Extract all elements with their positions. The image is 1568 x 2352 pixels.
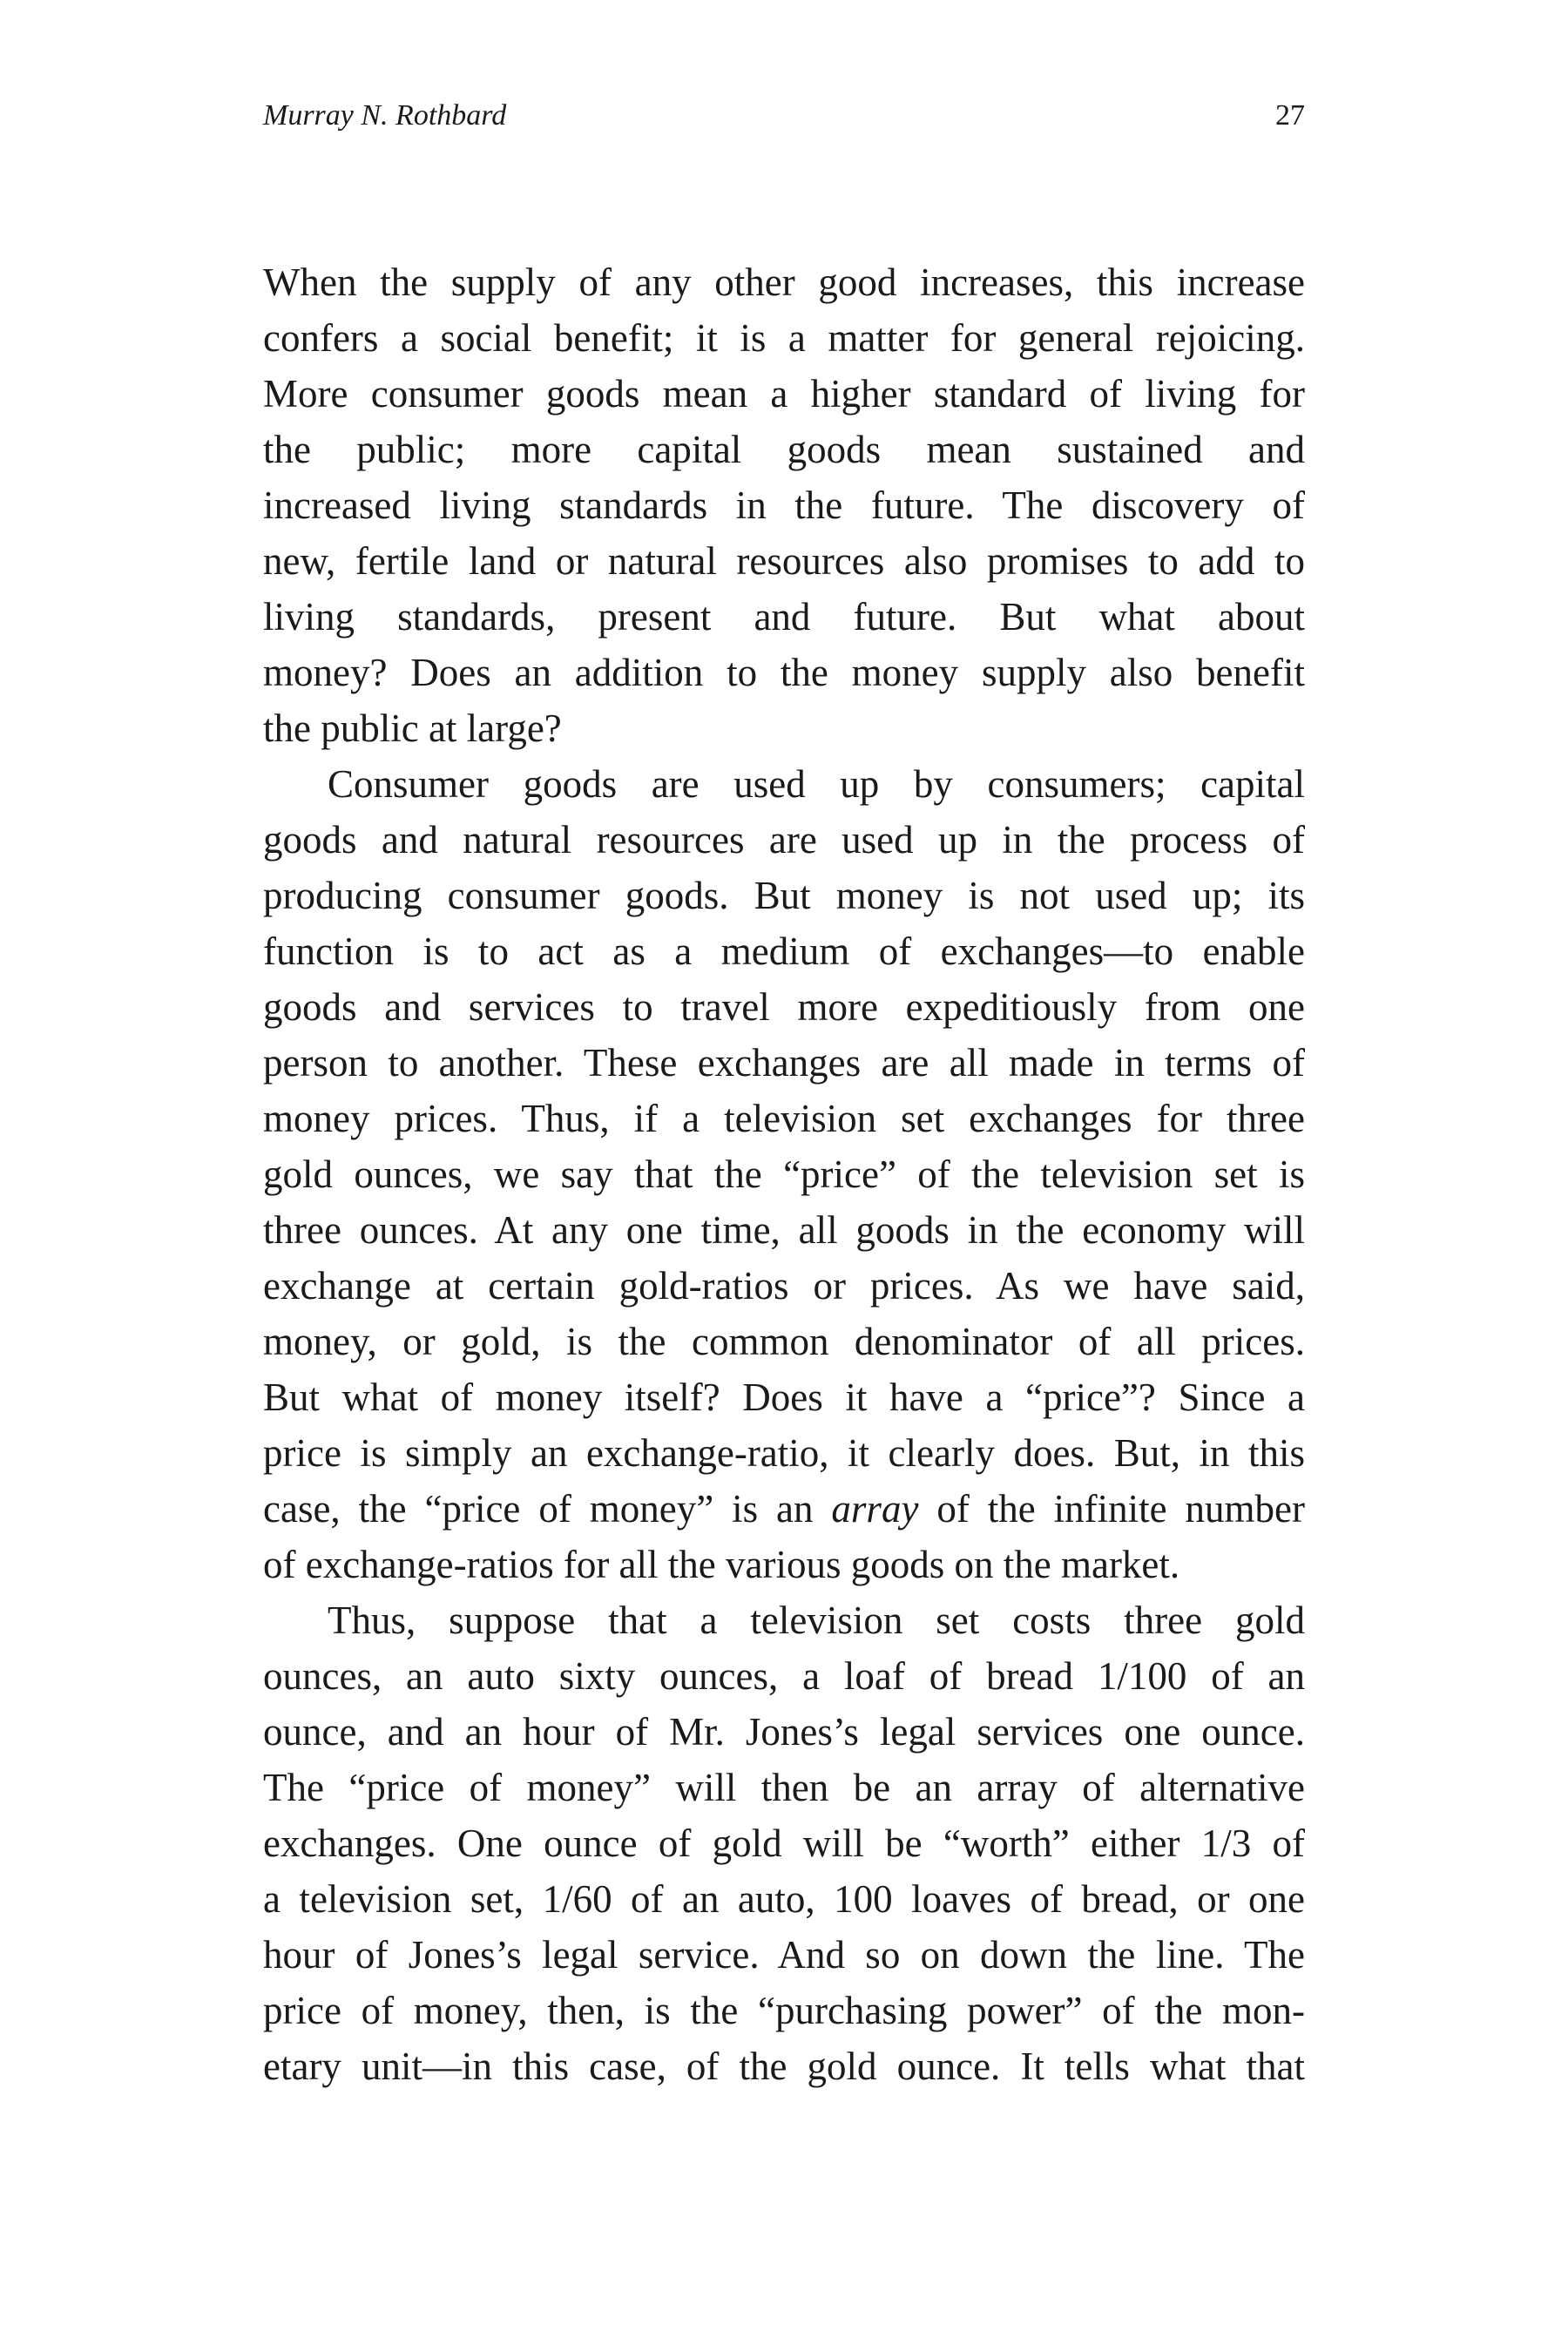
text-line: ounces, an auto sixty ounces, a loaf of bread 1/100 of an <box>263 1654 1305 1698</box>
text-line: price of money, then, is the “purchasing power” of the mon- <box>263 1989 1305 2032</box>
text-line: hour of Jones’s legal service. And so on down the line. The <box>263 1933 1305 1977</box>
text-line: etary unit—in this case, of the gold ounce. It tells what that <box>263 2044 1305 2088</box>
text-line: money, or gold, is the common denominator of all prices. <box>263 1320 1305 1363</box>
text-line: Thus, suppose that a television set costs three gold <box>328 1598 1305 1642</box>
text-line: goods and natural resources are used up in the process of <box>263 818 1305 862</box>
running-head <box>263 94 1305 138</box>
emphasis-word: array <box>831 1487 919 1531</box>
paragraph-3 <box>263 1592 1305 2094</box>
text-line: gold ounces, we say that the “price” of the television set is <box>263 1152 1305 1196</box>
text-line: new, fertile land or natural resources also promises to add to <box>263 539 1305 583</box>
text-line: Consumer goods are used up by consumers; capital <box>328 762 1305 806</box>
text-line: price is simply an exchange-ratio, it clearly does. But, in this <box>263 1431 1305 1475</box>
text-line: The “price of money” will then be an array of alternative <box>263 1766 1305 1809</box>
text-line: the public; more capital goods mean sustained and <box>263 428 1305 471</box>
text-line: money? Does an addition to the money supply also benefit <box>263 651 1305 694</box>
text-line: exchanges. One ounce of gold will be “worth” either 1/3 of <box>263 1821 1305 1865</box>
text-line: confers a social benefit; it is a matter for general rejoicing. <box>263 316 1305 360</box>
text-line: function is to act as a medium of exchanges—to enable <box>263 929 1305 973</box>
text-line: of exchange-ratios for all the various goods on the market. <box>263 1543 1180 1586</box>
text-line: When the supply of any other good increases, this increase <box>263 260 1305 304</box>
paragraph-1 <box>263 254 1305 756</box>
body-text <box>263 254 1305 2094</box>
text-line: the public at large? <box>263 706 562 750</box>
text-line: three ounces. At any one time, all goods in the economy will <box>263 1208 1305 1252</box>
text-line: living standards, present and future. But what about <box>263 595 1305 639</box>
text-line: More consumer goods mean a higher standard of living for <box>263 372 1305 416</box>
text-line: producing consumer goods. But money is not used up; its <box>263 874 1305 917</box>
text-line: ounce, and an hour of Mr. Jones’s legal services one ounce. <box>263 1710 1305 1754</box>
text-line: exchange at certain gold-ratios or prices. As we have said, <box>263 1264 1305 1308</box>
text-run: case, the “price of money” is an <box>263 1487 832 1531</box>
text-line: a television set, 1/60 of an auto, 100 loaves of bread, or one <box>263 1877 1305 1921</box>
text-line-with-emphasis <box>263 1481 1305 1537</box>
paragraph-2 <box>263 756 1305 1592</box>
text-line: person to another. These exchanges are all made in terms of <box>263 1041 1305 1085</box>
text-line: But what of money itself? Does it have a “price”? Since a <box>263 1375 1305 1419</box>
text-line: goods and services to travel more expeditiously from one <box>263 985 1305 1029</box>
text-line: increased living standards in the future. The discovery of <box>263 483 1305 527</box>
page-number: 27 <box>1275 99 1305 132</box>
author-name: Murray N. Rothbard <box>263 99 507 132</box>
text-run: of the infinite number <box>918 1487 1305 1531</box>
text-line: money prices. Thus, if a television set exchanges for three <box>263 1097 1305 1140</box>
